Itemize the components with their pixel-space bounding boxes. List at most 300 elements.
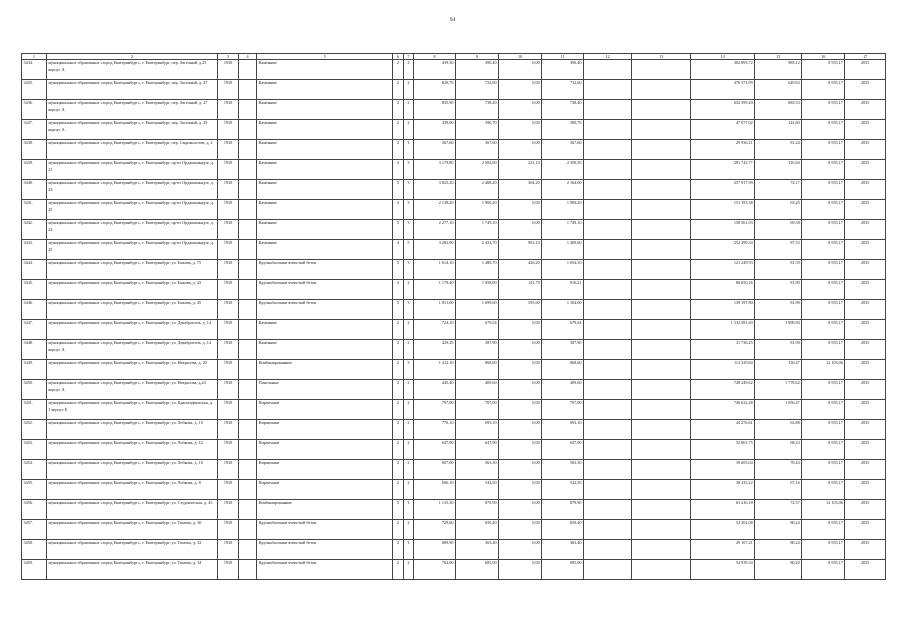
table-row xyxy=(22,460,886,480)
nonresidential-area-cell: 0,00 xyxy=(499,440,542,460)
floors-cell: 3 xyxy=(393,220,403,240)
total-area-cell: 367,60 xyxy=(414,140,456,160)
address-cell: муниципальное образование «город Екатеринбург», г. Екатеринбург, ул. Тимова, д. 32 xyxy=(46,540,217,560)
row-number: 3439. xyxy=(22,160,47,180)
entrances-cell: 2 xyxy=(403,460,413,480)
unit-cost-cell: 80,24 xyxy=(755,540,802,560)
planned-year-cell: 2035 xyxy=(845,440,886,460)
col4-cell xyxy=(238,220,256,240)
address-cell: муниципальное образование «город Екатеринбург», г. Екатеринбург, пр-кт Орджоникидзе, д. 23 xyxy=(46,180,217,200)
row-number: 3440. xyxy=(22,180,47,200)
planned-year-cell: 2035 xyxy=(845,200,886,220)
column-number-6: 6 xyxy=(393,54,403,60)
max-unit-cost-cell: 8 935,17 xyxy=(802,100,845,120)
table-row xyxy=(22,200,886,220)
floors-cell: 3 xyxy=(393,300,403,320)
max-unit-cost-cell: 8 935,17 xyxy=(802,300,845,320)
total-area-cell: 607,00 xyxy=(414,460,456,480)
col13-cell xyxy=(632,280,691,300)
row-number: 3453. xyxy=(22,440,47,460)
planned-year-cell: 2035 xyxy=(845,560,886,580)
max-unit-cost-cell: 8 935,17 xyxy=(802,340,845,360)
row-number: 3443. xyxy=(22,240,47,260)
table-row xyxy=(22,100,886,120)
col12-cell xyxy=(583,440,631,460)
wall-material-cell: Крупноблочные ячеистый бетон xyxy=(257,540,393,560)
year-cell: 1930 xyxy=(218,200,239,220)
max-unit-cost-cell: 8 935,17 xyxy=(802,420,845,440)
floors-cell: 3 xyxy=(393,160,403,180)
address-cell: муниципальное образование «город Екатеринбург», г. Екатеринбург, ул. Декабристов, д. 14 корпус А xyxy=(46,340,217,360)
col4-cell xyxy=(238,520,256,540)
living-area-cell: 650,40 xyxy=(455,520,498,540)
cost-cell: 31 736,25 xyxy=(691,340,755,360)
row-number: 3445. xyxy=(22,280,47,300)
max-unit-cost-cell: 8 935,17 xyxy=(802,260,845,280)
cost-cell: 476 571,99 xyxy=(691,80,755,100)
year-cell: 1930 xyxy=(218,320,239,340)
year-cell: 1930 xyxy=(218,80,239,100)
col13-cell xyxy=(632,220,691,240)
col13-cell xyxy=(632,240,691,260)
year-cell: 1930 xyxy=(218,280,239,300)
floors-cell: 2 xyxy=(393,380,403,400)
row-number: 3451. xyxy=(22,400,47,420)
year-cell: 1930 xyxy=(218,400,239,420)
wall-material-cell: Каменные xyxy=(257,100,393,120)
col13-cell xyxy=(632,440,691,460)
living-area-cell: 707,00 xyxy=(455,400,498,420)
nonresidential-area-cell: 0,00 xyxy=(499,560,542,580)
column-number-1: 1 xyxy=(22,54,47,60)
floors-cell: 3 xyxy=(393,200,403,220)
address-cell: муниципальное образование «город Екатеринбург», г. Екатеринбург, ул. Лобкова, д. 12 xyxy=(46,440,217,460)
table-row xyxy=(22,360,886,380)
col12-cell xyxy=(583,460,631,480)
cost-cell: 151 193,38 xyxy=(691,200,755,220)
floors-cell: 2 xyxy=(393,480,403,500)
address-cell: муниципальное образование «город Екатеринбург», г. Екатеринбург, пер. Засечный, д. 27 корпус А xyxy=(46,100,217,120)
entrances-cell: 2 xyxy=(403,60,413,80)
cost-cell: 1 332 581,40 xyxy=(691,320,755,340)
col12-cell xyxy=(583,340,631,360)
wall-material-cell: Каменные xyxy=(257,220,393,240)
col4-cell xyxy=(238,380,256,400)
entrances-cell: 1 xyxy=(403,140,413,160)
cost-cell: 121 249,93 xyxy=(691,260,755,280)
col13-cell xyxy=(632,380,691,400)
entrances-cell: 2 xyxy=(403,480,413,500)
cost-cell: 54 939,34 xyxy=(691,560,755,580)
total-area-cell: 797,00 xyxy=(414,400,456,420)
col4-cell xyxy=(238,320,256,340)
floors-cell: 2 xyxy=(393,420,403,440)
row-number: 3435. xyxy=(22,80,47,100)
col4-cell xyxy=(238,120,256,140)
floors-cell: 2 xyxy=(393,360,403,380)
col13-cell xyxy=(632,100,691,120)
year-cell: 1930 xyxy=(218,300,239,320)
col4-cell xyxy=(238,540,256,560)
max-unit-cost-cell: 8 935,17 xyxy=(802,460,845,480)
max-unit-cost-cell: 8 935,17 xyxy=(802,200,845,220)
cost-cell: 728 249,62 xyxy=(691,380,755,400)
entrances-cell: 1 xyxy=(403,540,413,560)
entrances-cell: 2 xyxy=(403,400,413,420)
planned-year-cell: 2035 xyxy=(845,420,886,440)
max-unit-cost-cell: 8 935,17 xyxy=(802,240,845,260)
max-unit-cost-cell: 8 935,17 xyxy=(802,60,845,80)
col12-cell xyxy=(583,200,631,220)
total-area-cell: 445,40 xyxy=(414,380,456,400)
year-cell: 1930 xyxy=(218,480,239,500)
address-cell: муниципальное образование «город Екатеринбург», г. Екатеринбург, пр-кт Орджоникидзе, д. 21 xyxy=(46,160,217,180)
cost-cell: 63 416,18 xyxy=(691,500,755,520)
residential-area-cell: 2 164,00 xyxy=(542,180,584,200)
residential-area-cell: 1 104,00 xyxy=(542,300,584,320)
table-body xyxy=(22,54,886,580)
unit-cost-cell: 130,47 xyxy=(755,360,802,380)
column-number-11: 11 xyxy=(542,54,584,60)
residential-area-cell: 1 054,50 xyxy=(542,260,584,280)
table-row xyxy=(22,300,886,320)
col4-cell xyxy=(238,420,256,440)
table-row xyxy=(22,80,886,100)
total-area-cell: 2 277,10 xyxy=(414,220,456,240)
address-cell: муниципальное образование «город Екатеринбург», г. Екатеринбург, ул. Лобкова, д. 16 xyxy=(46,460,217,480)
col12-cell xyxy=(583,60,631,80)
cost-cell: 150 561,03 xyxy=(691,220,755,240)
nonresidential-area-cell: 0,00 xyxy=(499,200,542,220)
unit-cost-cell: 63,25 xyxy=(755,200,802,220)
nonresidential-area-cell: 963,10 xyxy=(499,240,542,260)
residential-area-cell: 732,60 xyxy=(542,80,584,100)
cost-cell: 52 202,08 xyxy=(691,520,755,540)
address-cell: муниципальное образование «город Екатеринбург», г. Екатеринбург, ул. Некрасова, д.24 корпус А xyxy=(46,380,217,400)
address-cell: муниципальное образование «город Екатеринбург», г. Екатеринбург, пр-кт Орджоникидзе, д. 25 xyxy=(46,240,217,260)
unit-cost-cell: 69,58 xyxy=(755,220,802,240)
row-number: 3434. xyxy=(22,60,47,80)
total-area-cell: 1 412,10 xyxy=(414,360,456,380)
entrances-cell: 2 xyxy=(403,440,413,460)
planned-year-cell: 2035 xyxy=(845,80,886,100)
column-number-8: 8 xyxy=(414,54,456,60)
total-area-cell: 835,90 xyxy=(414,100,456,120)
total-area-cell: 647,90 xyxy=(414,440,456,460)
col4-cell xyxy=(238,560,256,580)
table-row xyxy=(22,560,886,580)
residential-area-cell: 650,40 xyxy=(542,520,584,540)
table-row xyxy=(22,160,886,180)
nonresidential-area-cell: 0,00 xyxy=(499,140,542,160)
max-unit-cost-cell: 8 935,17 xyxy=(802,440,845,460)
wall-material-cell: Каменные xyxy=(257,160,393,180)
column-number-9: 9 xyxy=(455,54,498,60)
col4-cell xyxy=(238,200,256,220)
unit-cost-cell: 70,43 xyxy=(755,460,802,480)
cost-cell: 29 936,21 xyxy=(691,140,755,160)
col12-cell xyxy=(583,360,631,380)
living-area-cell: 693,10 xyxy=(455,420,498,440)
floors-cell: 2 xyxy=(393,560,403,580)
col13-cell xyxy=(632,560,691,580)
planned-year-cell: 2035 xyxy=(845,180,886,200)
address-cell: муниципальное образование «город Екатеринбург», г. Екатеринбург, пер. Засечный, д. 29 корпус А xyxy=(46,120,217,140)
living-area-cell: 679,64 xyxy=(455,320,498,340)
row-number: 3447. xyxy=(22,320,47,340)
address-cell: муниципальное образование «город Екатеринбург», г. Екатеринбург, ул. Тимова, д. 34 xyxy=(46,560,217,580)
wall-material-cell: Крупноблочные ячеистый бетон xyxy=(257,560,393,580)
wall-material-cell: Комбинированные xyxy=(257,360,393,380)
unit-cost-cell: 63,88 xyxy=(755,420,802,440)
planned-year-cell: 2035 xyxy=(845,340,886,360)
floors-cell: 2 xyxy=(393,100,403,120)
year-cell: 1930 xyxy=(218,360,239,380)
col4-cell xyxy=(238,280,256,300)
address-cell: муниципальное образование «город Екатеринбург», г. Екатеринбург, пер. Засечный, д.25 корпус А xyxy=(46,60,217,80)
wall-material-cell: Комбинированные xyxy=(257,500,393,520)
entrances-cell: 3 xyxy=(403,180,413,200)
col12-cell xyxy=(583,320,631,340)
address-cell: муниципальное образование «город Екатеринбург», г. Екатеринбург, пр-кт Орджоникидзе, д. 24 xyxy=(46,220,217,240)
cost-cell: 257 917,99 xyxy=(691,180,755,200)
unit-cost-cell: 67,16 xyxy=(755,480,802,500)
col12-cell xyxy=(583,500,631,520)
planned-year-cell: 2035 xyxy=(845,60,886,80)
table-row xyxy=(22,340,886,360)
col4-cell xyxy=(238,300,256,320)
col13-cell xyxy=(632,160,691,180)
unit-cost-cell: 87,53 xyxy=(755,240,802,260)
col13-cell xyxy=(632,60,691,80)
cost-cell: 252 299,34 xyxy=(691,240,755,260)
wall-material-cell: Кирпичные xyxy=(257,460,393,480)
nonresidential-area-cell: 0,00 xyxy=(499,420,542,440)
col12-cell xyxy=(583,380,631,400)
unit-cost-cell: 116,64 xyxy=(755,160,802,180)
max-unit-cost-cell: 8 935,17 xyxy=(802,220,845,240)
residential-area-cell: 693,10 xyxy=(542,420,584,440)
year-cell: 1930 xyxy=(218,180,239,200)
col12-cell xyxy=(583,420,631,440)
wall-material-cell: Каменные xyxy=(257,200,393,220)
unit-cost-cell: 81,59 xyxy=(755,260,802,280)
col12-cell xyxy=(583,140,631,160)
row-number: 3446. xyxy=(22,300,47,320)
nonresidential-area-cell: 0,00 xyxy=(499,100,542,120)
table-row xyxy=(22,440,886,460)
max-unit-cost-cell: 12 103,06 xyxy=(802,500,845,520)
living-area-cell: 647,90 xyxy=(455,440,498,460)
planned-year-cell: 2035 xyxy=(845,120,886,140)
row-number: 3459. xyxy=(22,560,47,580)
col13-cell xyxy=(632,420,691,440)
col13-cell xyxy=(632,480,691,500)
table-row xyxy=(22,220,886,240)
residential-area-cell: 387,90 xyxy=(542,340,584,360)
wall-material-cell: Каменные xyxy=(257,80,393,100)
col4-cell xyxy=(238,180,256,200)
col13-cell xyxy=(632,260,691,280)
address-cell: муниципальное образование «город Екатеринбург», г. Екатеринбург, ул. Бажова, д. 45 xyxy=(46,300,217,320)
cost-cell: 139 197,80 xyxy=(691,300,755,320)
total-area-cell: 3 282,90 xyxy=(414,240,456,260)
max-unit-cost-cell: 8 935,17 xyxy=(802,140,845,160)
planned-year-cell: 2035 xyxy=(845,500,886,520)
column-number-5: 5 xyxy=(257,54,393,60)
address-cell: муниципальное образование «город Екатеринбург», г. Екатеринбург, ул. Лобкова, д. 10 xyxy=(46,420,217,440)
cost-cell: 29 167,21 xyxy=(691,540,755,560)
entrances-cell: 3 xyxy=(403,200,413,220)
unit-cost-cell: 68,23 xyxy=(755,440,802,460)
nonresidential-area-cell: 0,00 xyxy=(499,540,542,560)
column-number-16: 16 xyxy=(802,54,845,60)
max-unit-cost-cell: 8 935,17 xyxy=(802,480,845,500)
row-number: 3458. xyxy=(22,540,47,560)
living-area-cell: 685,00 xyxy=(455,560,498,580)
year-cell: 1930 xyxy=(218,420,239,440)
floors-cell: 2 xyxy=(393,540,403,560)
living-area-cell: 879,90 xyxy=(455,500,498,520)
col13-cell xyxy=(632,400,691,420)
planned-year-cell: 2035 xyxy=(845,380,886,400)
year-cell: 1930 xyxy=(218,380,239,400)
col12-cell xyxy=(583,80,631,100)
column-number-10: 10 xyxy=(499,54,542,60)
cost-cell: 746 622,48 xyxy=(691,400,755,420)
living-area-cell: 542,50 xyxy=(455,480,498,500)
year-cell: 1930 xyxy=(218,60,239,80)
cost-cell: 47 077,02 xyxy=(691,120,755,140)
residential-area-cell: 1 469,60 xyxy=(542,240,584,260)
planned-year-cell: 2035 xyxy=(845,100,886,120)
max-unit-cost-cell: 8 935,17 xyxy=(802,280,845,300)
row-number: 3442. xyxy=(22,220,47,240)
col12-cell xyxy=(583,540,631,560)
entrances-cell: 2 xyxy=(403,340,413,360)
row-number: 3455. xyxy=(22,480,47,500)
floors-cell: 2 xyxy=(393,520,403,540)
residential-area-cell: 363,40 xyxy=(542,540,584,560)
address-cell: муниципальное образование «город Екатеринбург», г. Екатеринбург, ул. Декабристов, д. 14 xyxy=(46,320,217,340)
max-unit-cost-cell: 8 935,17 xyxy=(802,160,845,180)
residential-area-cell: 2 358,50 xyxy=(542,160,584,180)
col13-cell xyxy=(632,300,691,320)
nonresidential-area-cell: 0,00 xyxy=(499,520,542,540)
table-row xyxy=(22,60,886,80)
residential-area-cell: 1 900,20 xyxy=(542,200,584,220)
col13-cell xyxy=(632,80,691,100)
total-area-cell: 439,30 xyxy=(414,60,456,80)
col12-cell xyxy=(583,120,631,140)
max-unit-cost-cell: 8 935,17 xyxy=(802,380,845,400)
living-area-cell: 563,30 xyxy=(455,460,498,480)
planned-year-cell: 2035 xyxy=(845,540,886,560)
residential-area-cell: 707,00 xyxy=(542,400,584,420)
total-area-cell: 439,00 xyxy=(414,120,456,140)
nonresidential-area-cell: 0,00 xyxy=(499,340,542,360)
floors-cell: 3 xyxy=(393,260,403,280)
nonresidential-area-cell: 0,00 xyxy=(499,400,542,420)
entrances-cell: 2 xyxy=(403,420,413,440)
living-area-cell: 390,70 xyxy=(455,120,498,140)
address-cell: муниципальное образование «город Екатеринбург», г. Екатеринбург, пер. Сыромолотов, д. 2 xyxy=(46,140,217,160)
residential-area-cell: 738,40 xyxy=(542,100,584,120)
residential-area-cell: 679,64 xyxy=(542,320,584,340)
col13-cell xyxy=(632,320,691,340)
residential-area-cell: 390,40 xyxy=(542,60,584,80)
total-area-cell: 1 831,00 xyxy=(414,300,456,320)
col4-cell xyxy=(238,460,256,480)
col13-cell xyxy=(632,520,691,540)
entrances-cell: 2 xyxy=(403,120,413,140)
wall-material-cell: Каменные xyxy=(257,140,393,160)
total-area-cell: 820,70 xyxy=(414,80,456,100)
row-number: 3449. xyxy=(22,360,47,380)
table-row xyxy=(22,280,886,300)
table-row xyxy=(22,520,886,540)
nonresidential-area-cell: 0,00 xyxy=(499,220,542,240)
entrances-cell: 2 xyxy=(403,380,413,400)
nonresidential-area-cell: 221,10 xyxy=(499,160,542,180)
col13-cell xyxy=(632,200,691,220)
cost-cell: 39 605,04 xyxy=(691,460,755,480)
floors-cell: 2 xyxy=(393,400,403,420)
residential-area-cell: 916,21 xyxy=(542,280,584,300)
col12-cell xyxy=(583,280,631,300)
year-cell: 1930 xyxy=(218,160,239,180)
planned-year-cell: 2035 xyxy=(845,280,886,300)
year-cell: 1930 xyxy=(218,500,239,520)
residential-area-cell: 1 749,10 xyxy=(542,220,584,240)
max-unit-cost-cell: 8 935,17 xyxy=(802,80,845,100)
max-unit-cost-cell: 8 935,17 xyxy=(802,400,845,420)
total-area-cell: 1 135,30 xyxy=(414,500,456,520)
floors-cell: 2 xyxy=(393,320,403,340)
max-unit-cost-cell: 12 103,06 xyxy=(802,360,845,380)
entrances-cell: 3 xyxy=(403,160,413,180)
col12-cell xyxy=(583,400,631,420)
address-cell: муниципальное образование «город Екатеринбург», г. Екатеринбург, ул. Лобкова, д. 8 xyxy=(46,480,217,500)
wall-material-cell: Каменные xyxy=(257,120,393,140)
floors-cell: 2 xyxy=(393,440,403,460)
wall-material-cell: Каменные xyxy=(257,60,393,80)
planned-year-cell: 2035 xyxy=(845,320,886,340)
row-number: 3436. xyxy=(22,100,47,120)
year-cell: 1930 xyxy=(218,340,239,360)
column-number-13: 13 xyxy=(632,54,691,60)
table-row xyxy=(22,500,886,520)
planned-year-cell: 2035 xyxy=(845,220,886,240)
max-unit-cost-cell: 8 935,17 xyxy=(802,120,845,140)
nonresidential-area-cell: 0,00 xyxy=(499,380,542,400)
column-number-14: 14 xyxy=(691,54,755,60)
living-area-cell: 2 582,60 xyxy=(455,160,498,180)
unit-cost-cell: 649,63 xyxy=(755,80,802,100)
residential-area-cell: 647,90 xyxy=(542,440,584,460)
col13-cell xyxy=(632,180,691,200)
entrances-cell: 2 xyxy=(403,520,413,540)
col12-cell xyxy=(583,520,631,540)
nonresidential-area-cell: 0,00 xyxy=(499,480,542,500)
row-number: 3444. xyxy=(22,260,47,280)
table-row xyxy=(22,120,886,140)
wall-material-cell: Каменные xyxy=(257,180,393,200)
cost-cell: 652 399,20 xyxy=(691,100,755,120)
table-row xyxy=(22,180,886,200)
entrances-cell: 3 xyxy=(403,300,413,320)
unit-cost-cell: 80,24 xyxy=(755,520,802,540)
